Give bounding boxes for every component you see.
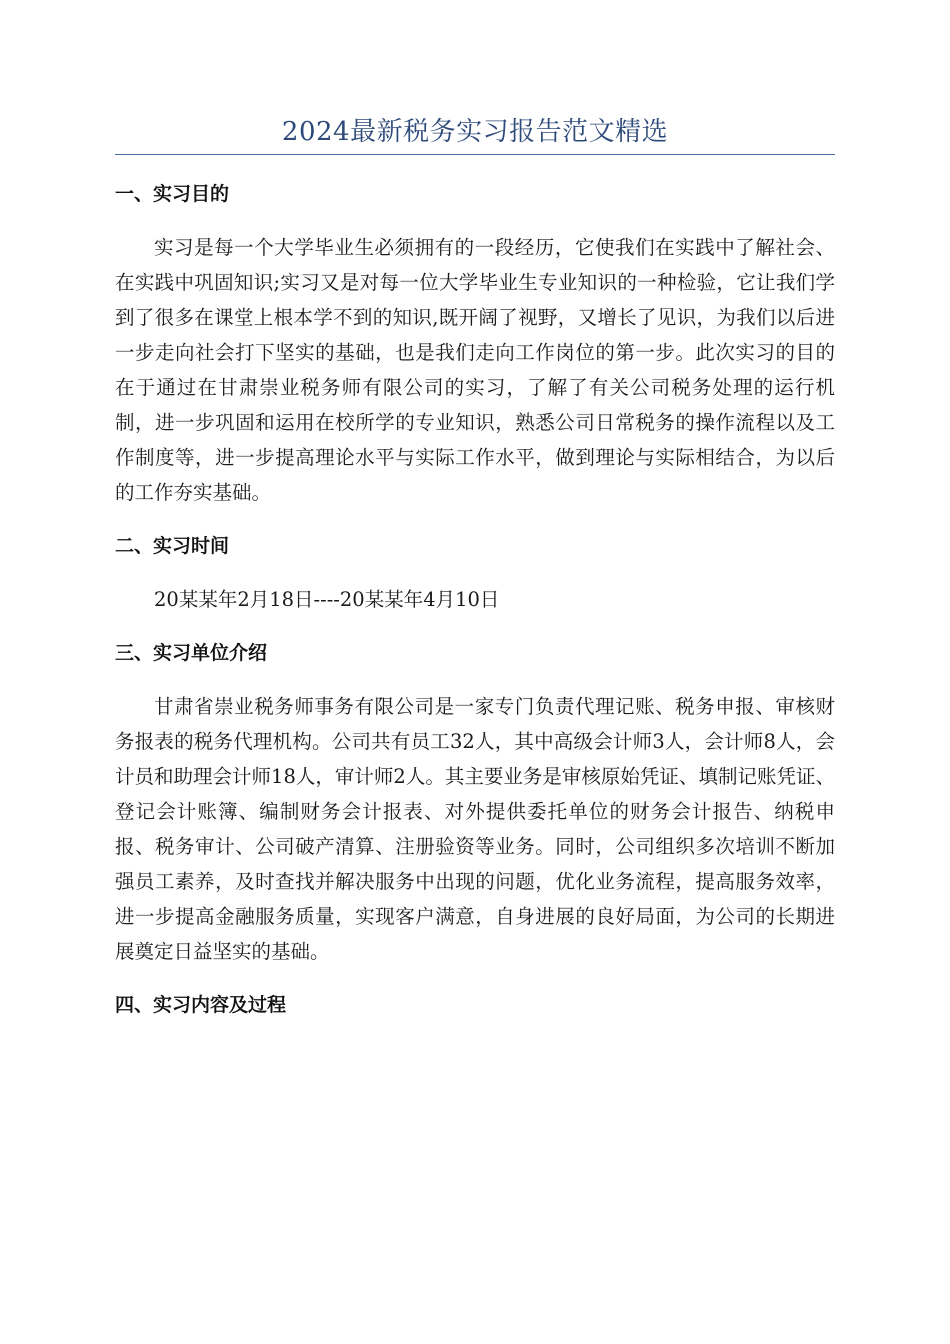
section-heading-company: 三、实习单位介绍 — [115, 642, 268, 664]
section-paragraph-time: 20某某年2月18日----20某某年4月10日 — [154, 588, 500, 611]
section-heading-time: 二、实习时间 — [115, 535, 230, 557]
section-heading-content: 四、实习内容及过程 — [115, 994, 287, 1016]
section-paragraph-company: 甘肃省崇业税务师事务有限公司是一家专门负责代理记账、税务申报、审核财务报表的税务代理机构。公司共有员工32人，其中高级会计师3人，会计师8人，会计员和助理会计师18人，审计师2人。其主要业务是审核原始凭证、填制记账凭证、登记会计账簿、编制财务会计报表、对外提供委托单位的财务会计报告、纳税申报、税务审计、公司破产清算、注册验资等业务。同时，公司组织多次培训不断加强员工素养，及时查找并解决服务中出现的问题，优化业务流程，提高服务效率，进一步提高金融服务质量，实现客户满意，自身进展的良好局面，为公司的长期进展奠定日益坚实的基础。 — [115, 695, 835, 963]
document-title: 2024最新税务实习报告范文精选 — [281, 117, 669, 147]
section-paragraph-purpose: 实习是每一个大学毕业生必须拥有的一段经历，它使我们在实践中了解社会、在实践中巩固知识;实习又是对每一位大学毕业生专业知识的一种检验，它让我们学到了很多在课堂上根本学不到的知识,既开阔了视野，又增长了见识，为我们以后进一步走向社会打下坚实的基础，也是我们走向工作岗位的第一步。此次实习的目的在于通过在甘肃崇业税务师有限公司的实习，了解了有关公司税务处理的运行机制，进一步巩固和运用在校所学的专业知识，熟悉公司日常税务的操作流程以及工作制度等，进一步提高理论水平与实际工作水平，做到理论与实际相结合，为以后的工作夯实基础。 — [115, 236, 835, 504]
section-heading-purpose: 一、实习目的 — [115, 183, 230, 205]
document-body — [115, 176, 835, 1023]
title-underline — [115, 154, 835, 155]
